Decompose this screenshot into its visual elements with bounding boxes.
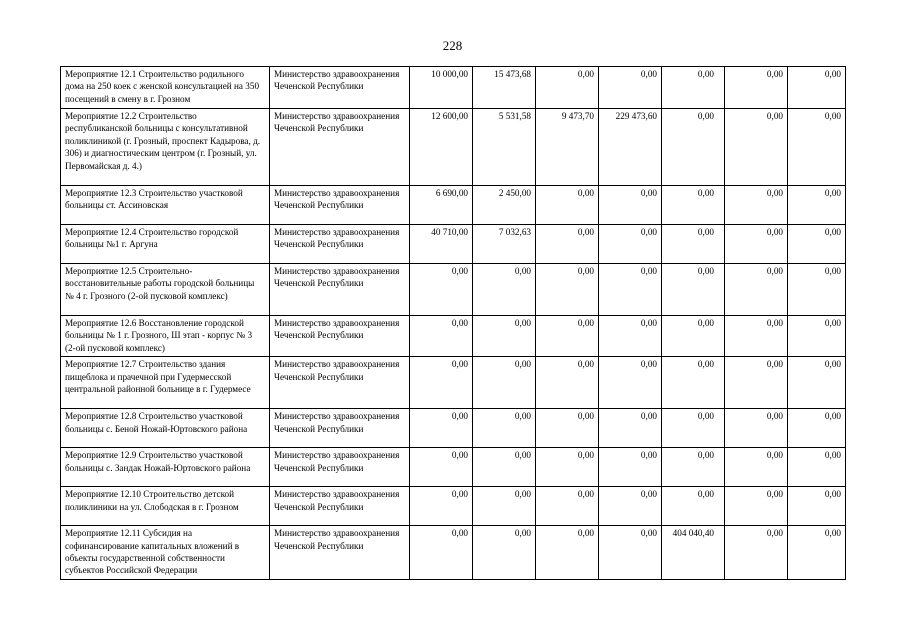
table-row: [61, 225, 846, 264]
value-cell: 0,00: [599, 316, 662, 357]
table-row: [61, 264, 846, 316]
value-cell: 0,00: [599, 186, 662, 225]
value-cell: 2 450,00: [473, 186, 536, 225]
value-cell: 0,00: [725, 357, 788, 409]
value-cell: 0,00: [725, 67, 788, 109]
value-cell: 0,00: [788, 316, 846, 357]
value-cell: 0,00: [599, 225, 662, 264]
value-cell: 0,00: [788, 67, 846, 109]
activity-cell: Мероприятие 12.7 Строительство здания пищеблока и прачечной при Гудермесской центральной районной больнице в г. Гудермесе: [61, 357, 270, 409]
value-cell: 0,00: [788, 357, 846, 409]
value-cell: 0,00: [410, 448, 473, 487]
value-cell: 0,00: [536, 487, 599, 526]
value-cell: 0,00: [725, 526, 788, 580]
value-cell: 0,00: [599, 357, 662, 409]
value-cell: 0,00: [473, 448, 536, 487]
value-cell: 0,00: [725, 409, 788, 448]
value-cell: 0,00: [536, 67, 599, 109]
value-cell: 5 531,58: [473, 109, 536, 186]
table-row: [61, 357, 846, 409]
value-cell: 0,00: [788, 264, 846, 316]
table-row: [61, 448, 846, 487]
value-cell: 0,00: [536, 409, 599, 448]
activity-cell: Мероприятие 12.9 Строительство участковой больницы с. Зандак Ножай-Юртовского района: [61, 448, 270, 487]
value-cell: 6 690,00: [410, 186, 473, 225]
agency-cell: Министерство здравоохранения Чеченской Республики: [270, 357, 410, 409]
value-cell: 0,00: [662, 109, 725, 186]
value-cell: 0,00: [725, 225, 788, 264]
value-cell: 0,00: [410, 409, 473, 448]
value-cell: 0,00: [473, 409, 536, 448]
value-cell: 9 473,70: [536, 109, 599, 186]
value-cell: 0,00: [788, 526, 846, 580]
agency-cell: Министерство здравоохранения Чеченской Республики: [270, 264, 410, 316]
value-cell: 0,00: [662, 357, 725, 409]
value-cell: 0,00: [473, 316, 536, 357]
value-cell: 0,00: [473, 526, 536, 580]
value-cell: 0,00: [788, 448, 846, 487]
activity-cell: Мероприятие 12.10 Строительство детской поликлиники на ул. Слободская в г. Грозном: [61, 487, 270, 526]
table-row: [61, 526, 846, 580]
value-cell: 0,00: [662, 316, 725, 357]
value-cell: 0,00: [662, 409, 725, 448]
value-cell: 0,00: [536, 316, 599, 357]
value-cell: 229 473,60: [599, 109, 662, 186]
value-cell: 404 040,40: [662, 526, 725, 580]
activity-cell: Мероприятие 12.11 Субсидия на софинансирование капитальных вложений в объекты государственной собственности субъектов Российской Федерации: [61, 526, 270, 580]
activity-cell: Мероприятие 12.5 Строительно-восстановительные работы городской больницы № 4 г. Грозного (2-ой пусковой комплекс): [61, 264, 270, 316]
agency-cell: Министерство здравоохранения Чеченской Республики: [270, 409, 410, 448]
value-cell: 0,00: [725, 487, 788, 526]
table-row: [61, 67, 846, 109]
value-cell: 0,00: [410, 316, 473, 357]
value-cell: 0,00: [788, 225, 846, 264]
activity-cell: Мероприятие 12.8 Строительство участковой больницы с. Беной Ножай-Юртовского района: [61, 409, 270, 448]
value-cell: 0,00: [725, 316, 788, 357]
value-cell: 0,00: [599, 487, 662, 526]
agency-cell: Министерство здравоохранения Чеченской Республики: [270, 526, 410, 580]
agency-cell: Министерство здравоохранения Чеченской Республики: [270, 225, 410, 264]
value-cell: 0,00: [536, 264, 599, 316]
value-cell: 0,00: [473, 264, 536, 316]
value-cell: 0,00: [599, 264, 662, 316]
value-cell: 12 600,00: [410, 109, 473, 186]
agency-cell: Министерство здравоохранения Чеченской Республики: [270, 186, 410, 225]
value-cell: 0,00: [725, 264, 788, 316]
value-cell: 0,00: [536, 526, 599, 580]
value-cell: 0,00: [788, 409, 846, 448]
activity-cell: Мероприятие 12.6 Восстановление городской больницы № 1 г. Грозного, Ш этап - корпус № 3 (2-ой пусковой комплекс): [61, 316, 270, 357]
value-cell: 0,00: [473, 357, 536, 409]
value-cell: 15 473,68: [473, 67, 536, 109]
table-row: [61, 186, 846, 225]
agency-cell: Министерство здравоохранения Чеченской Республики: [270, 109, 410, 186]
value-cell: 0,00: [536, 357, 599, 409]
activity-cell: Мероприятие 12.1 Строительство родильного дома на 250 коек с женской консультацией на 350 посещений в смену в г. Грозном: [61, 67, 270, 109]
value-cell: 0,00: [662, 67, 725, 109]
activity-cell: Мероприятие 12.3 Строительство участковой больницы ст. Ассиновская: [61, 186, 270, 225]
page-number: 228: [442, 38, 463, 53]
value-cell: 0,00: [788, 109, 846, 186]
value-cell: 0,00: [599, 448, 662, 487]
budget-table: [60, 66, 846, 580]
value-cell: 0,00: [599, 67, 662, 109]
value-cell: 0,00: [599, 409, 662, 448]
value-cell: 0,00: [662, 264, 725, 316]
value-cell: 0,00: [410, 264, 473, 316]
agency-cell: Министерство здравоохранения Чеченской Республики: [270, 448, 410, 487]
table-row: [61, 316, 846, 357]
agency-cell: Министерство здравоохранения Чеченской Республики: [270, 487, 410, 526]
value-cell: 0,00: [725, 109, 788, 186]
value-cell: 7 032,63: [473, 225, 536, 264]
value-cell: 0,00: [536, 186, 599, 225]
value-cell: 10 000,00: [410, 67, 473, 109]
value-cell: 40 710,00: [410, 225, 473, 264]
value-cell: 0,00: [473, 487, 536, 526]
value-cell: 0,00: [662, 448, 725, 487]
value-cell: 0,00: [662, 186, 725, 225]
activity-cell: Мероприятие 12.4 Строительство городской больницы №1 г. Аргуна: [61, 225, 270, 264]
table-row: [61, 109, 846, 186]
value-cell: 0,00: [536, 225, 599, 264]
agency-cell: Министерство здравоохранения Чеченской Республики: [270, 67, 410, 109]
value-cell: 0,00: [725, 186, 788, 225]
value-cell: 0,00: [662, 225, 725, 264]
value-cell: 0,00: [599, 526, 662, 580]
value-cell: 0,00: [410, 357, 473, 409]
value-cell: 0,00: [536, 448, 599, 487]
value-cell: 0,00: [410, 526, 473, 580]
agency-cell: Министерство здравоохранения Чеченской Республики: [270, 316, 410, 357]
activity-cell: Мероприятие 12.2 Строительство республиканской больницы с консультативной поликлиникой (г. Грозный, проспект Кадырова, д. 306) и диагностическим центром (г. Грозный, ул. Первомайская д. 4.): [61, 109, 270, 186]
value-cell: 0,00: [788, 186, 846, 225]
value-cell: 0,00: [662, 487, 725, 526]
value-cell: 0,00: [410, 487, 473, 526]
table-row: [61, 487, 846, 526]
value-cell: 0,00: [788, 487, 846, 526]
value-cell: 0,00: [725, 448, 788, 487]
table-row: [61, 409, 846, 448]
